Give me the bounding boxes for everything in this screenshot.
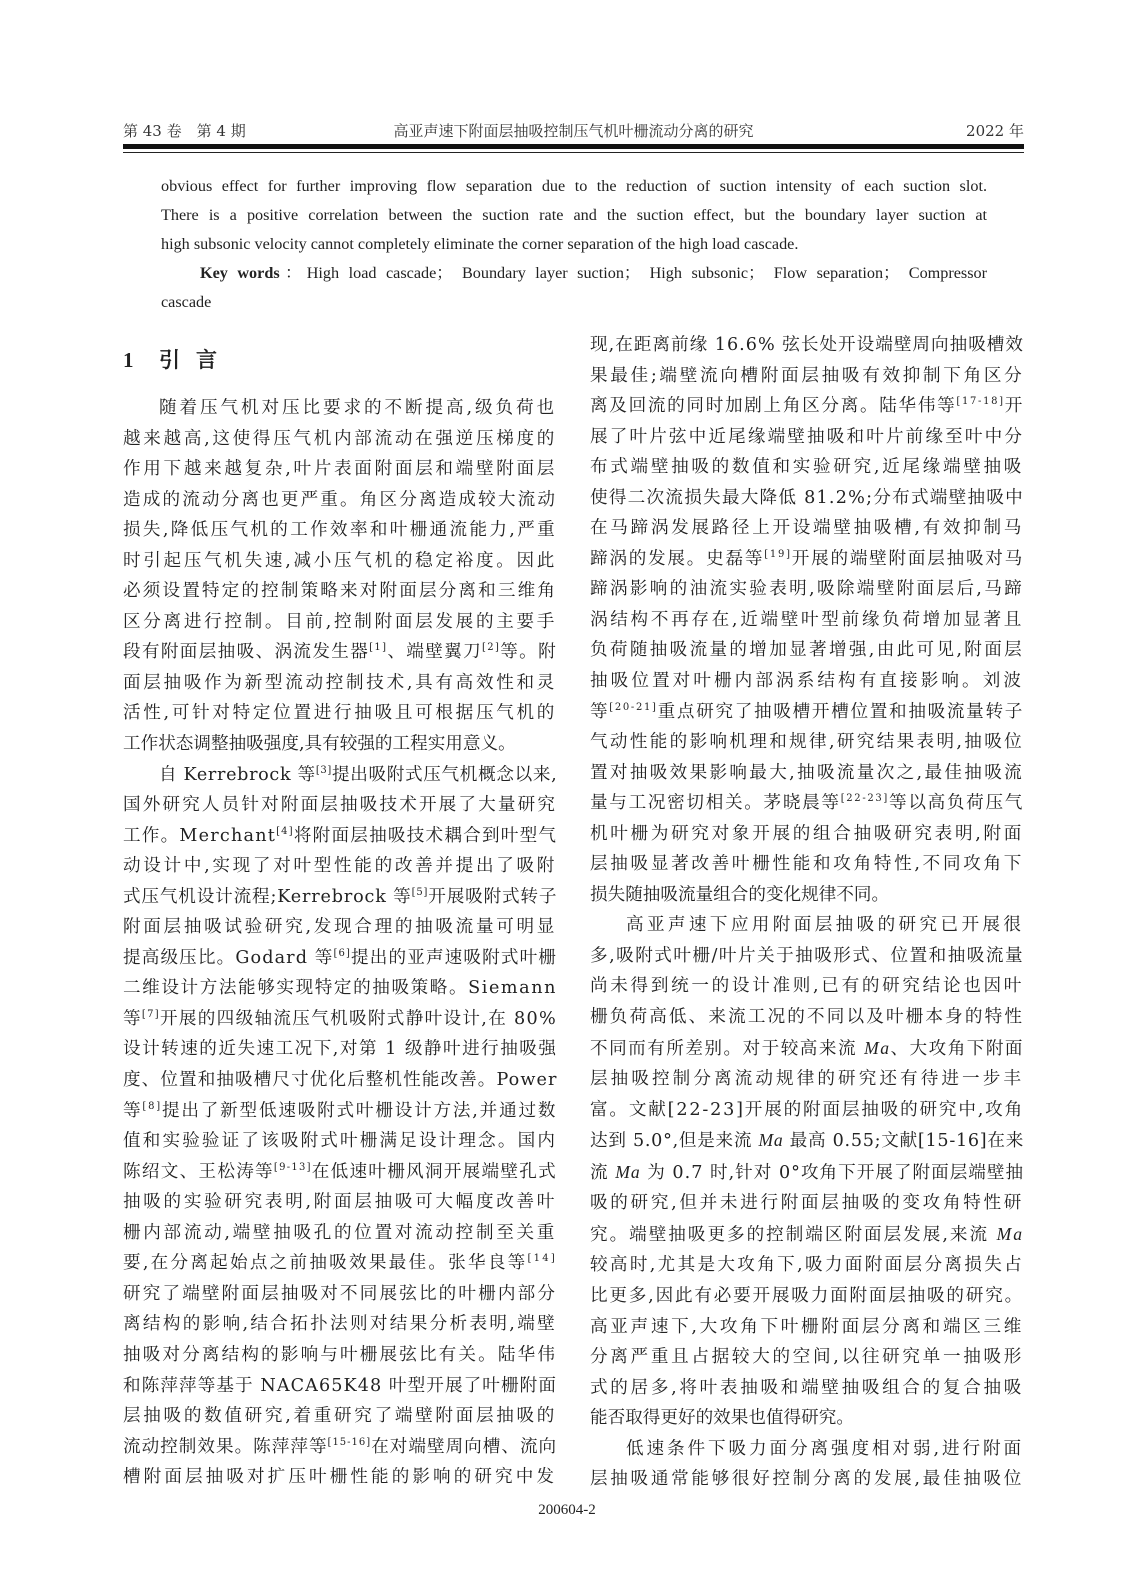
paragraph [123, 393, 557, 760]
text-line: 果最佳;端壁流向槽附面层抽吸有效抑制下角区分 [590, 365, 1024, 386]
text-line: 栅负荷高低、来流工况的不同以及叶栅本身的特性 [590, 1007, 1024, 1028]
text-line: 必须设置特定的控制策略来对附面层分离和三维角 [123, 581, 557, 602]
text-line: 工作状态调整抽吸强度,具有较强的工程实用意义。 [123, 734, 516, 755]
text-line: 能否取得更好的效果也值得研究。 [590, 1408, 854, 1429]
paragraph [123, 760, 557, 1493]
text-line: 高亚声速下,大攻角下叶栅附面层分离和端区三维 [590, 1316, 1024, 1337]
text-line: 和陈萍萍等基于 NACA65K48 叶型开展了叶栅附面 [123, 1375, 557, 1396]
abstract-tail [161, 172, 987, 317]
left-column [123, 330, 557, 1493]
text-line: 附面层抽吸试验研究,发现合理的抽吸流量可明显 [123, 917, 557, 938]
keywords-cont: cascade [161, 293, 212, 311]
citation: [20-21] [609, 701, 658, 713]
text-line: 置对抽吸效果影响最大,抽吸流量次之,最佳抽吸流 [590, 762, 1024, 783]
text-line: 时引起压气机失速,减小压气机的稳定裕度。因此 [123, 550, 557, 571]
citation: [8] [142, 1100, 162, 1112]
text-line: 要,在分离起始点之前抽吸效果最佳。张华良等[14] [123, 1253, 557, 1274]
text-line: 较高时,尤其是大攻角下,吸力面附面层分离损失占 [590, 1255, 1024, 1276]
text-line: 分离严重且占据较大的空间,以往研究单一抽吸形 [590, 1347, 1024, 1368]
abstract-line: There is a positive correlation between the suction rate and the suction effect, but the boundary layer suction at [161, 206, 987, 224]
journal-year: 2022 年 [966, 122, 1024, 140]
running-title: 高亚声速下附面层抽吸控制压气机叶栅流动分离的研究 [393, 122, 754, 140]
text-line: 层抽吸显著改善叶栅性能和攻角特性,不同攻角下 [590, 854, 1024, 875]
text-line: 值和实验验证了该吸附式叶栅满足设计理念。国内 [123, 1131, 557, 1152]
section-title: 引言 [159, 347, 233, 372]
text-line: 离及回流的同时加剧上角区分离。陆华伟等[17-18]开 [590, 396, 1024, 417]
text-line: 低速条件下吸力面分离强度相对弱,进行附面 [626, 1438, 1024, 1459]
citation: [17-18] [956, 396, 1005, 408]
text-line: 层抽吸控制分离流动规律的研究还有待进一步丰 [590, 1069, 1024, 1090]
text-line: 高亚声速下应用附面层抽吸的研究已开展很 [626, 915, 1024, 936]
text-line: 陈绍文、王松涛等[9-13]在低速叶栅风洞开展端壁孔式 [123, 1161, 557, 1182]
text-line: 等[20-21]重点研究了抽吸槽开槽位置和抽吸流量转子 [590, 701, 1024, 722]
header-rule-thick [123, 144, 1024, 149]
citation: [19] [764, 548, 792, 560]
text-line: 达到 5.0°,但是来流 Ma 最高 0.55;文献[15-16]在来 [590, 1130, 1024, 1152]
citation: [7] [141, 1008, 160, 1020]
text-line: 展了叶片弦中近尾缘端壁抽吸和叶片前缘至叶中分 [590, 426, 1024, 447]
text-line: 多,吸附式叶栅/叶片关于抽吸形式、位置和抽吸流量 [590, 945, 1024, 966]
running-header [123, 118, 1024, 142]
citation: [15-16] [327, 1436, 372, 1448]
text-line: 布式端壁抽吸的数值和实验研究,近尾缘端壁抽吸 [590, 457, 1024, 478]
citation: [14] [527, 1253, 557, 1265]
text-line: 现,在距离前缘 16.6% 弦长处开设端壁周向抽吸槽效 [590, 335, 1024, 355]
text-line: 流动控制效果。陈萍萍等[15-16]在对端壁周向槽、流向 [123, 1436, 557, 1457]
text-line: 吸的研究,但并未进行附面层抽吸的变攻角特性研 [590, 1193, 1024, 1214]
symbol-ma: Ma [758, 1130, 784, 1151]
text-line: 度、位置和抽吸槽尺寸优化后整机性能改善。Power [123, 1070, 557, 1091]
keywords-label: Key words [200, 264, 280, 282]
text-line: 设计转速的近失速工况下,对第 1 级静叶进行抽吸强 [123, 1039, 557, 1060]
text-line: 机叶栅为研究对象开展的组合抽吸研究表明,附面 [590, 823, 1024, 844]
text-line: 工作。Merchant[4]将附面层抽吸技术耦合到叶型气 [123, 825, 557, 846]
text-line: 动设计中,实现了对叶型性能的改善并提出了吸附 [123, 856, 557, 877]
citation: [2] [482, 642, 501, 654]
text-line: 越来越高,这使得压气机内部流动在强逆压梯度的 [123, 428, 557, 449]
text-line: 蹄涡的发展。史磊等[19]开展的端壁附面层抽吸对马 [590, 548, 1024, 569]
text-line: 层抽吸的数值研究,着重研究了端壁附面层抽吸的 [123, 1406, 557, 1427]
abstract-line: obvious effect for further improving flow separation due to the reduction of suction intensity of each suction slot. [161, 177, 987, 195]
text-line: 自 Kerrebrock 等[3]提出吸附式压气机概念以来, [159, 764, 557, 785]
text-line: 比更多,因此有必要开展吸力面附面层抽吸的研究。 [590, 1285, 1024, 1306]
text-line: 槽附面层抽吸对扩压叶栅性能的影响的研究中发 [123, 1467, 557, 1488]
citation: [9-13] [273, 1161, 312, 1173]
journal-volume-issue: 第 43 卷 第 4 期 [123, 122, 246, 140]
text-line: 抽吸的实验研究表明,附面层抽吸可大幅度改善叶 [123, 1192, 557, 1213]
section-heading [123, 338, 557, 382]
text-line: 国外研究人员针对附面层抽吸技术开展了大量研究 [123, 795, 557, 816]
text-line: 二维设计方法能够实现特定的抽吸策略。Siemann [123, 978, 557, 999]
text-line: 尚未得到统一的设计准则,已有的研究结论也因叶 [590, 976, 1024, 997]
text-line: 式的居多,将叶表抽吸和端壁抽吸组合的复合抽吸 [590, 1377, 1024, 1398]
paragraph [590, 330, 1024, 910]
text-line: 富。文献[22-23]开展的附面层抽吸的研究中,攻角 [590, 1099, 1024, 1120]
text-line: 等[7]开展的四级轴流压气机吸附式静叶设计,在 80% [123, 1008, 557, 1029]
citation: [22-23] [840, 793, 890, 805]
section-number: 1 [123, 348, 134, 372]
text-line: 究。端壁抽吸更多的控制端区附面层发展,来流 Ma [590, 1223, 1024, 1245]
text-line: 区分离进行控制。目前,控制附面层发展的主要手 [123, 611, 557, 632]
text-line: 栅内部流动,端壁抽吸孔的位置对流动控制至关重 [123, 1222, 557, 1243]
symbol-ma: Ma [996, 1223, 1024, 1244]
symbol-ma: Ma [864, 1037, 891, 1058]
text-line: 流 Ma 为 0.7 时,针对 0°攻角下开展了附面层端壁抽 [590, 1161, 1024, 1183]
text-line: 面层抽吸作为新型流动控制技术,具有高效性和灵 [123, 672, 557, 693]
text-line: 量与工况密切相关。茅晓晨等[22-23]等以高负荷压气 [590, 793, 1024, 814]
text-line: 作用下越来越复杂,叶片表面附面层和端壁附面层 [123, 459, 557, 480]
citation: [6] [333, 947, 352, 959]
text-line: 损失随抽吸流量组合的变化规律不同。 [590, 884, 890, 905]
text-line: 气动性能的影响机理和规律,研究结果表明,抽吸位 [590, 732, 1024, 753]
text-line: 研究了端壁附面层抽吸对不同展弦比的叶栅内部分 [123, 1283, 557, 1304]
text-line: 层抽吸通常能够很好控制分离的发展,最佳抽吸位 [590, 1469, 1024, 1490]
citation: [5] [411, 886, 429, 898]
paragraph [590, 910, 1024, 1433]
abstract-line: high subsonic velocity cannot completely eliminate the corner separation of the high load cascade. [161, 235, 799, 253]
text-line: 使得二次流损失最大降低 81.2%;分布式端壁抽吸中 [590, 487, 1024, 508]
text-line: 造成的流动分离也更严重。角区分离造成较大流动 [123, 489, 557, 510]
text-line: 不同而有所差别。对于较高来流 Ma、大攻角下附面 [590, 1037, 1024, 1059]
text-line: 蹄涡影响的油流实验表明,吸除端壁附面层后,马蹄 [590, 579, 1024, 600]
text-line: 损失,降低压气机的工作效率和叶栅通流能力,严重 [123, 520, 557, 541]
text-line: 提高级压比。Godard 等[6]提出的亚声速吸附式叶栅 [123, 947, 557, 968]
text-line: 式压气机设计流程;Kerrebrock 等[5]开展吸附式转子 [123, 886, 557, 907]
text-line: 等[8]提出了新型低速吸附式叶栅设计方法,并通过数 [123, 1100, 557, 1121]
citation: [1] [369, 642, 388, 654]
page-number: 200604-2 [538, 1502, 596, 1518]
keywords: Key words：High load cascade； Boundary layer suction； High subsonic； Flow separation； Compressor [200, 264, 988, 282]
text-line: 段有附面层抽吸、涡流发生器[1]、端壁翼刀[2]等。附 [123, 642, 557, 663]
keywords-list: High load cascade； Boundary layer suction； High subsonic； Flow separation； Compressor [306, 264, 988, 282]
symbol-ma: Ma [615, 1161, 641, 1182]
text-line: 在马蹄涡发展路径上开设端壁抽吸槽,有效抑制马 [590, 518, 1024, 539]
text-line: 涡结构不再存在,近端壁叶型前缘负荷增加显著且 [590, 609, 1024, 630]
citation: [4] [276, 825, 294, 837]
right-column [590, 330, 1024, 1495]
text-line: 抽吸位置对叶栅内部涡系结构有直接影响。刘波 [590, 671, 1024, 692]
text-line: 随着压气机对压比要求的不断提高,级负荷也 [159, 398, 557, 418]
citation: [3] [315, 764, 332, 776]
text-line: 离结构的影响,结合拓扑法则对结果分析表明,端壁 [123, 1314, 557, 1335]
header-rule-thin [123, 152, 1024, 153]
text-line: 负荷随抽吸流量的增加显著增强,由此可见,附面层 [590, 640, 1024, 661]
text-line: 抽吸对分离结构的影响与叶栅展弦比有关。陆华伟 [123, 1344, 557, 1365]
text-line: 活性,可针对特定位置进行抽吸且可根据压气机的 [123, 703, 557, 724]
paragraph [590, 1434, 1024, 1495]
